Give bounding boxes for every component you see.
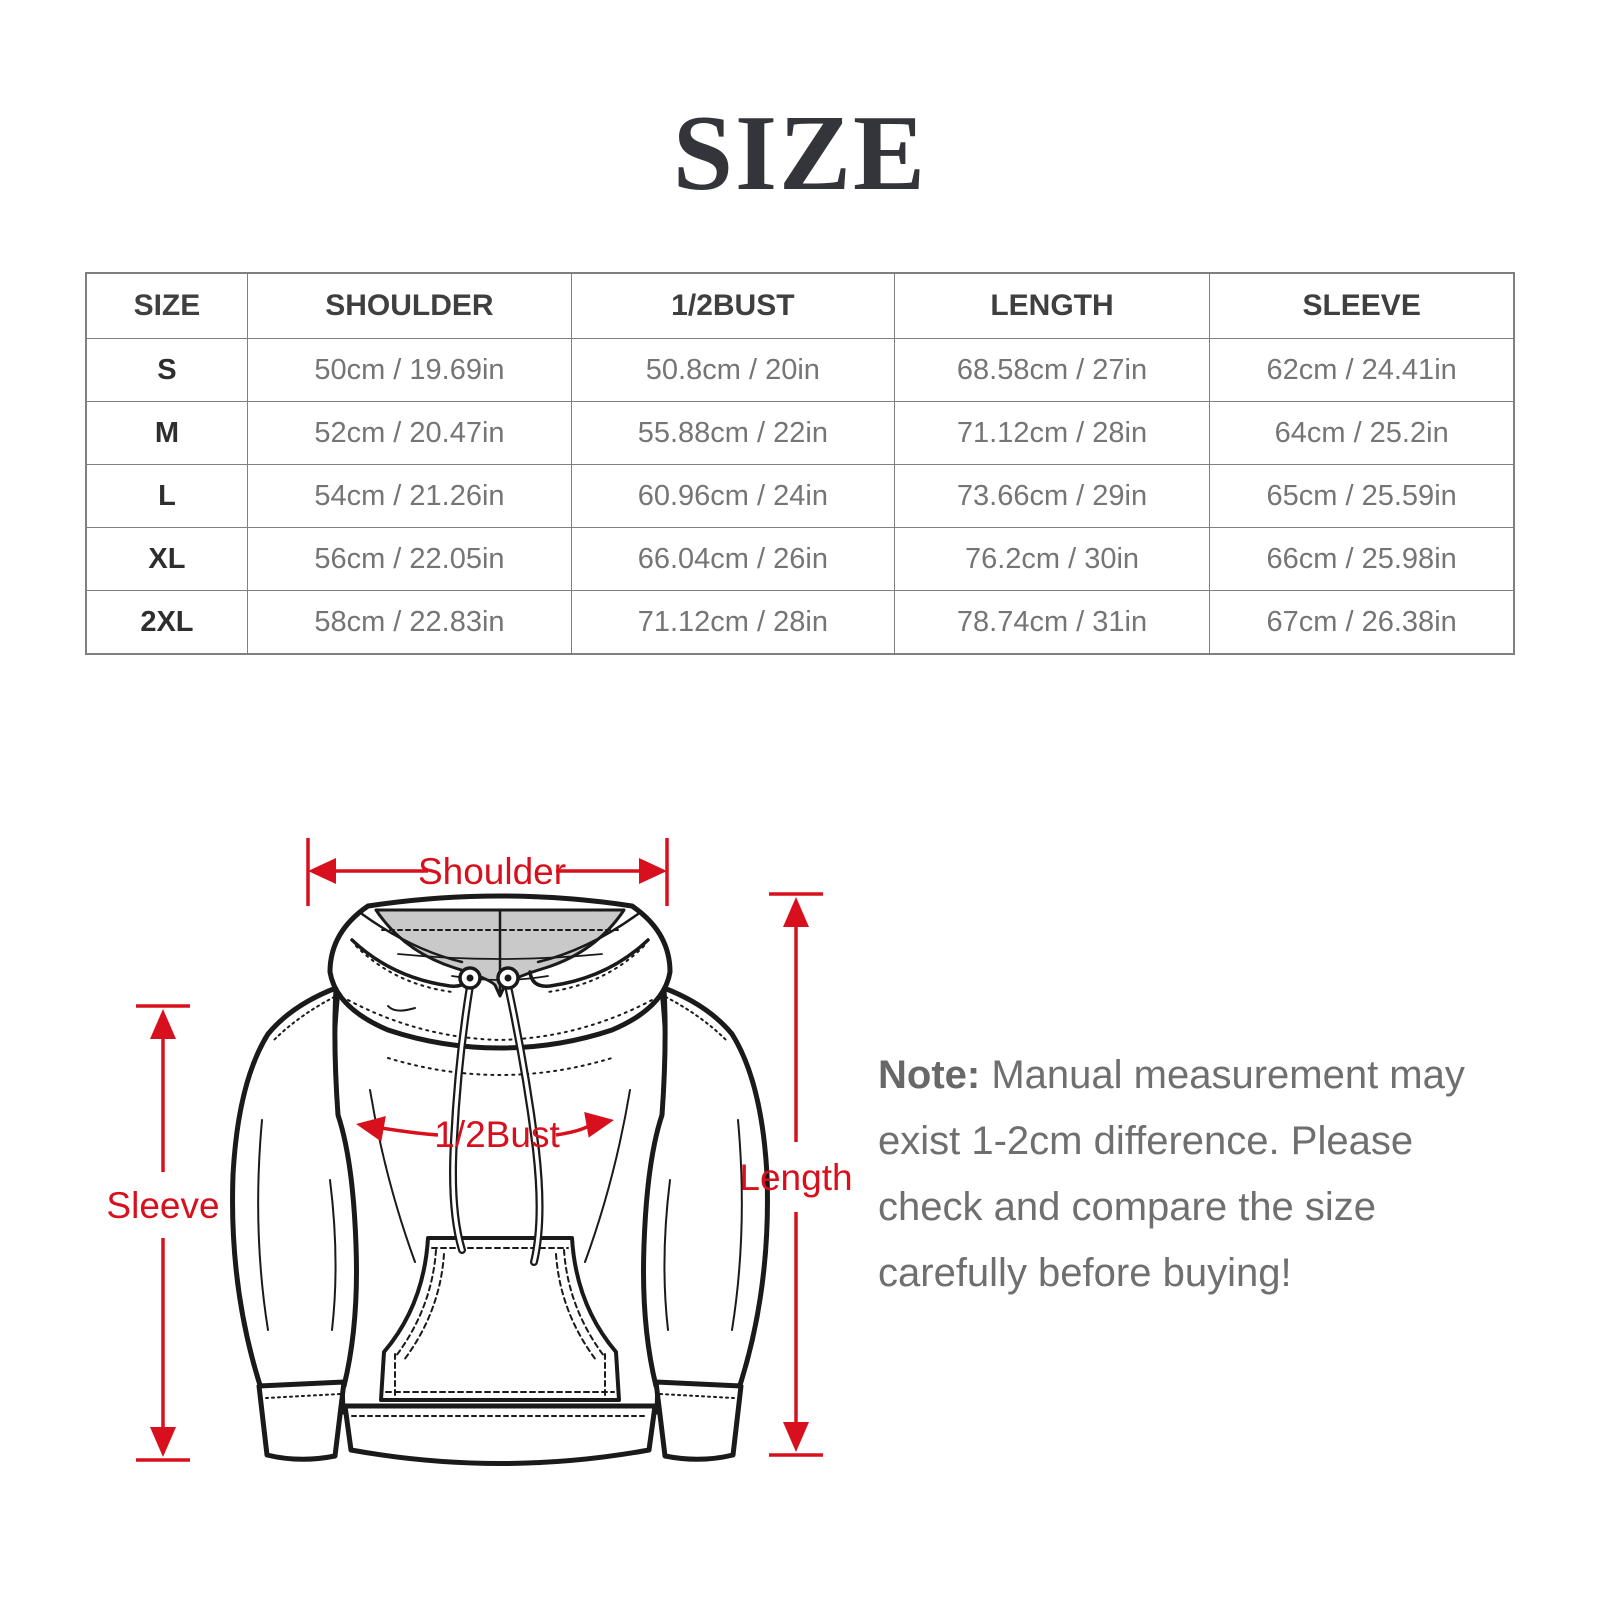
column-header-shoulder: SHOULDER [247, 273, 571, 339]
table-cell: 60.96cm / 24in [572, 465, 895, 528]
table-cell: 71.12cm / 28in [894, 402, 1210, 465]
column-header-sleeve: SLEEVE [1210, 273, 1514, 339]
table-cell: 73.66cm / 29in [894, 465, 1210, 528]
size-cell: 2XL [86, 591, 247, 655]
table-cell: 55.88cm / 22in [572, 402, 895, 465]
table-cell: 65cm / 25.59in [1210, 465, 1514, 528]
table-cell: 50.8cm / 20in [572, 339, 895, 402]
table-cell: 54cm / 21.26in [247, 465, 571, 528]
table-cell: 56cm / 22.05in [247, 528, 571, 591]
size-cell: XL [86, 528, 247, 591]
table-row [86, 528, 1514, 591]
column-header-size: SIZE [86, 273, 247, 339]
hoodie-hem [345, 1406, 655, 1464]
table-cell: 58cm / 22.83in [247, 591, 571, 655]
table-cell: 68.58cm / 27in [894, 339, 1210, 402]
column-header-length: LENGTH [894, 273, 1210, 339]
table-cell: 76.2cm / 30in [894, 528, 1210, 591]
sleeve-arrow [136, 1006, 190, 1460]
table-row [86, 591, 1514, 655]
table-cell: 64cm / 25.2in [1210, 402, 1514, 465]
table-row [86, 339, 1514, 402]
table-cell: 67cm / 26.38in [1210, 591, 1514, 655]
table-cell: 66.04cm / 26in [572, 528, 895, 591]
column-header-bust: 1/2BUST [572, 273, 895, 339]
note-body: Manual measurement may exist 1-2cm difference. Please check and compare the size carefully before buying! [878, 1053, 1465, 1295]
table-header-row [86, 273, 1514, 339]
shoulder-label: Shoulder [417, 851, 567, 892]
size-cell: L [86, 465, 247, 528]
sleeve-label: Sleeve [106, 1185, 220, 1226]
table-cell: 71.12cm / 28in [572, 591, 895, 655]
table-cell: 62cm / 24.41in [1210, 339, 1514, 402]
length-label: Length [739, 1157, 853, 1198]
hoodie-measurement-diagram [60, 800, 870, 1590]
note-text [878, 1042, 1474, 1306]
table-cell: 78.74cm / 31in [894, 591, 1210, 655]
hoodie-cuff-left [259, 1382, 344, 1459]
size-table [85, 272, 1515, 655]
table-cell: 52cm / 20.47in [247, 402, 571, 465]
size-cell: S [86, 339, 247, 402]
table-row [86, 465, 1514, 528]
hoodie-sketch [233, 896, 768, 1464]
table-cell: 50cm / 19.69in [247, 339, 571, 402]
bust-label: 1/2Bust [434, 1114, 560, 1155]
table-row [86, 402, 1514, 465]
page-title: SIZE [672, 94, 928, 213]
size-cell: M [86, 402, 247, 465]
table-cell: 66cm / 25.98in [1210, 528, 1514, 591]
note-label: Note: [878, 1053, 981, 1097]
hoodie-cuff-right [656, 1382, 741, 1459]
